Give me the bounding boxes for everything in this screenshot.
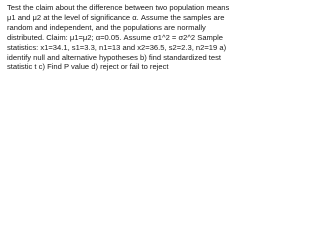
question-text: Test the claim about the difference between two population means μ1 and μ2 at the level of significance α. Assume the samples are random and independent, and the populations are normally distributed. Claim: μ1=μ2; α=0.05. Assume σ1^2 = σ2^2 Sample statistics: x1=34.1, s1=3.3, n1=13 and x2=36.5, s2=2.3, n2=19 a) identify null and alternative hypotheses b) find standardized test statistic t c) Find P value d) reject or fail to reject xyxy=(7,3,230,72)
